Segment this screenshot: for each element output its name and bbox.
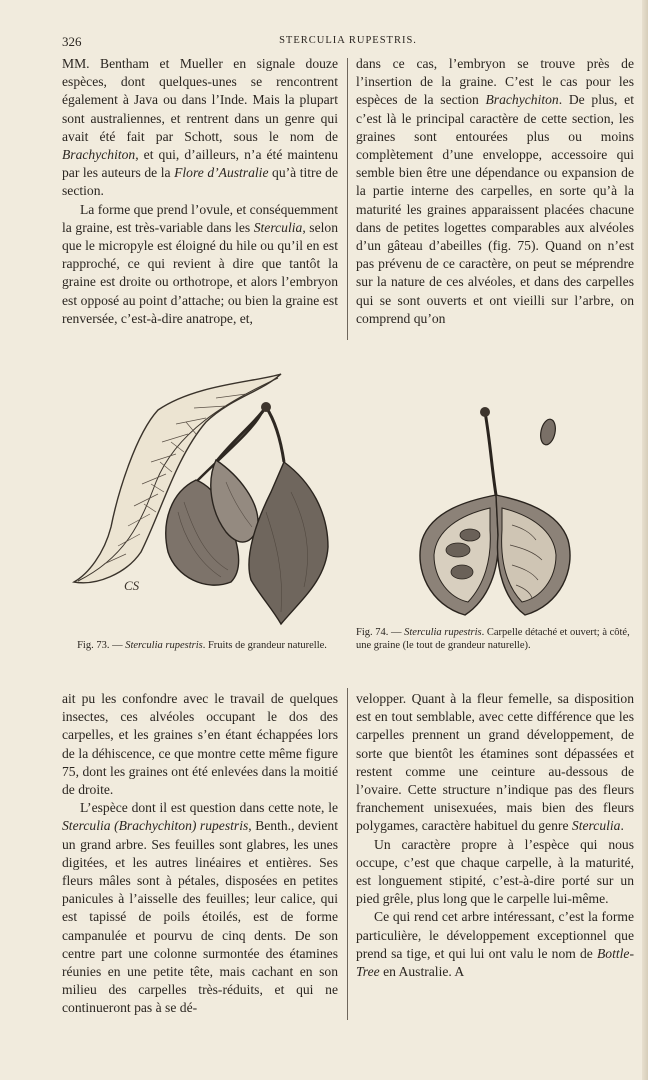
text-column-bottom-left [62, 690, 338, 1018]
carpel-stalk [485, 412, 496, 495]
page-number: 326 [62, 34, 82, 49]
paragraph: dans ce cas, l’embryon se trouve près de l’insertion de la graine. C’est le cas pour les espèces de la section Brachychiton. De plus, et c’est là le principal caractère de cette section, les graines sont entourées plus ou moins complètement d’une enveloppe, accessoire qui semble bien être une dépendance ou expansion de la partie interne des carpelles, en sorte qu’à la maturité les graines apparaissent placées chacune dans de petites logettes comparables aux alvéoles d’un gâteau d’abeilles (fig. 75). Quand on n’est pas prévenu de ce caractère, on peut se méprendre sur la nature de ces alvéoles, et dans des carpelles qui se sont ouverts et ont vieilli sur l’arbre, on comprend qu’on [356, 56, 634, 326]
seed [538, 418, 557, 446]
running-head: STERCULIA RUPESTRIS. [279, 35, 417, 46]
paragraph: ait pu les confondre avec le travail de quelques insectes, ces alvéoles occupant le dos des carpelles, et les graines s’en étant échappées lors de la déhiscence, ce que montre cette même figure 75, dont les graines ont été enlevées dans la moitié de droite. [62, 691, 338, 798]
figure-74-carpel-illustration [410, 400, 590, 622]
paragraph: Ce qui rend cet arbre intéressant, c’est la forme particulière, le développement exceptionnel que prend sa tige, et qui lui ont valu le nom de Bottle-Tree en Australie. A [356, 909, 634, 980]
paragraph: Un caractère propre à l’espèce qui nous occupe, c’est que chaque carpelle, à la maturité, est longuement stipité, c’est-à-dire porté sur un pied grêle, plus long que le carpelle lui-même. [356, 836, 634, 907]
engraver-monogram: CS [124, 578, 140, 593]
figure-73-caption: Fig. 73. — Sterculia rupestris. Fruits de grandeur naturelle. [77, 640, 327, 651]
page-edge [642, 0, 648, 1080]
text-column-bottom-right [356, 690, 634, 981]
fruit-right [249, 462, 328, 624]
column-divider [347, 688, 348, 1020]
paragraph: velopper. Quant à la fleur femelle, sa disposition est en tout semblable, avec cette différence que les carpelles prennent un grand développement, de sorte que bientôt les étamines sont dépassées et restent comme une ceinture au-dessous de l’ovaire. Cette structure n’indique pas des fleurs franchement unisexuées, mais bien des fleurs polygames, caractère habituel du genre Sterculia. [356, 691, 634, 834]
text-column-top-right [356, 55, 634, 328]
figure-73-fruits-illustration [66, 362, 346, 637]
paragraph: MM. Bentham et Mueller en signale douze espèces, dont quelques-unes se rencontrent également à Java ou dans l’Inde. Mais la plupart sont australiennes, et rentrent dans un genre qui avait été fait par Schott, sous le nom de Brachychiton, et qui, d’ailleurs, n’a été maintenu par les auteurs de la Flore d’Australie qu’à titre de section. [62, 56, 338, 199]
column-divider [347, 58, 348, 340]
text-column-top-left [62, 55, 338, 328]
page-header [62, 34, 634, 52]
paragraph: La forme que prend l’ovule, et conséquemment la graine, est très-variable dans les Sterculia, selon que le micropyle est éloigné du hile ou qu’il en est rapproché, ce qui revient à dire que tantôt la graine est droite ou orthotrope, et alors l’embryon est opposé au point d’attache; ou bien la graine est renversée, c’est-à-dire anatrope, et, [62, 201, 338, 326]
figure-74-caption: Fig. 74. — Sterculia rupestris. Carpelle détaché et ouvert; à côté, une graine (le tout de grandeur naturelle). [356, 627, 630, 651]
paragraph: L’espèce dont il est question dans cette note, le Sterculia (Brachychiton) rupestris, Benth., devient un grand arbre. Ses feuilles sont glabres, les unes digitées, et les autres linéaires et entières. Ses fleurs mâles sont à pétales, disposées en petites panicules à l’aisselle des feuilles; leur calice, qui est tapissé de poils étoilés, est de forme campanulée et pourvu de cinq dents. De son centre part une colonne surmontée des étamines réunies en une petite tête, mais cachant en son milieu des carpelles très-réduits, et qui ne continueront pas à se dé- [62, 800, 338, 1016]
